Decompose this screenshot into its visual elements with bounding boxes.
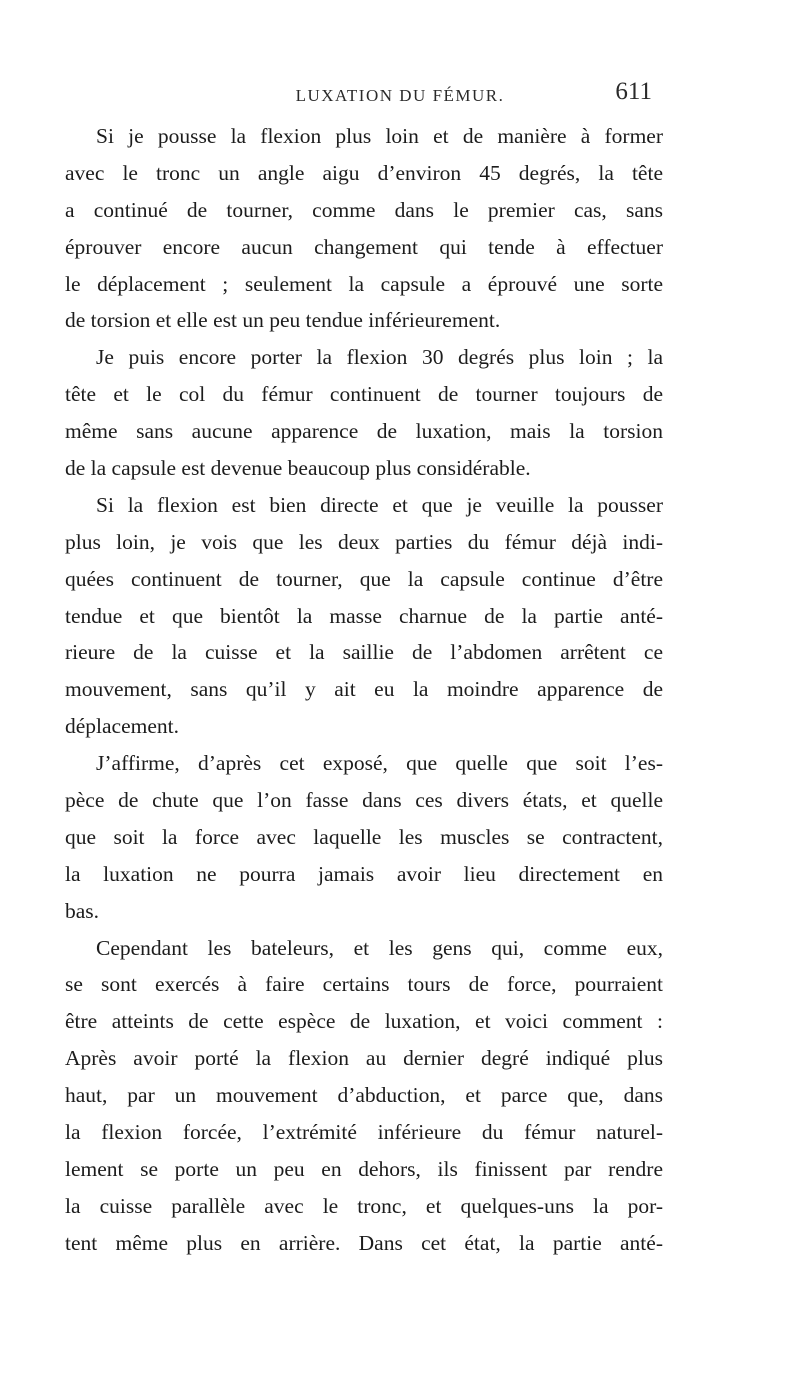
text-line: lement se porte un peu en dehors, ils finissent par rendre xyxy=(65,1156,663,1181)
text-line: pèce de chute que l’on fasse dans ces divers états, et quelle xyxy=(65,788,663,813)
text-line: la cuisse parallèle avec le tronc, et quelques-uns la por- xyxy=(65,1193,663,1218)
running-title: LUXATION DU FÉMUR. xyxy=(295,86,505,105)
text-line: le déplacement ; seulement la capsule a éprouvé une sorte xyxy=(65,271,663,296)
paragraph-3 xyxy=(65,487,663,745)
running-head xyxy=(0,78,800,118)
text-line: rieure de la cuisse et la saillie de l’abdomen arrêtent ce xyxy=(65,640,663,665)
text-line: Je puis encore porter la flexion 30 degrés plus loin ; la xyxy=(96,345,663,370)
text-line: éprouver encore aucun changement qui tende à effectuer xyxy=(65,234,663,259)
text-line: se sont exercés à faire certains tours de force, pourraient xyxy=(65,972,663,997)
text-line: la luxation ne pourra jamais avoir lieu directement en xyxy=(65,861,663,886)
text-line: être atteints de cette espèce de luxation, et voici comment : xyxy=(65,1009,663,1034)
paragraph-5 xyxy=(65,930,663,1262)
text-line: avec le tronc un angle aigu d’environ 45 degrés, la tête xyxy=(65,160,663,185)
paragraph-2 xyxy=(65,339,663,487)
text-line: mouvement, sans qu’il y ait eu la moindre apparence de xyxy=(65,677,663,702)
text-line: quées continuent de tourner, que la capsule continue d’être xyxy=(65,566,663,591)
text-line: haut, par un mouvement d’abduction, et parce que, dans xyxy=(65,1083,663,1108)
text-line: Après avoir porté la flexion au dernier degré indiqué plus xyxy=(65,1046,663,1071)
text-line: J’affirme, d’après cet exposé, que quelle que soit l’es- xyxy=(96,751,663,776)
paragraph-1 xyxy=(65,118,663,339)
text-line: de torsion et elle est un peu tendue inférieurement. xyxy=(65,308,501,333)
text-line: bas. xyxy=(65,898,100,923)
text-line: a continué de tourner, comme dans le premier cas, sans xyxy=(65,197,663,222)
text-line: tent même plus en arrière. Dans cet état, la partie anté- xyxy=(65,1230,663,1255)
text-line: même sans aucune apparence de luxation, mais la torsion xyxy=(65,419,663,444)
text-line: Si je pousse la flexion plus loin et de manière à former xyxy=(96,124,663,148)
text-line: tendue et que bientôt la masse charnue de la partie anté- xyxy=(65,603,663,628)
text-line: déplacement. xyxy=(65,714,180,739)
text-line: plus loin, je vois que les deux parties du fémur déjà indi- xyxy=(65,529,663,554)
text-line: la flexion forcée, l’extrémité inférieure du fémur naturel- xyxy=(65,1120,663,1145)
text-line: Si la flexion est bien directe et que je veuille la pousser xyxy=(96,492,663,517)
body-text xyxy=(65,118,663,1262)
page-number: 611 xyxy=(615,78,652,105)
text-line: Cependant les bateleurs, et les gens qui, comme eux, xyxy=(96,935,663,960)
text-line: de la capsule est devenue beaucoup plus considérable. xyxy=(65,456,531,481)
text-line: que soit la force avec laquelle les muscles se contractent, xyxy=(65,824,663,849)
text-line: tête et le col du fémur continuent de tourner toujours de xyxy=(65,382,663,407)
paragraph-4 xyxy=(65,745,663,929)
